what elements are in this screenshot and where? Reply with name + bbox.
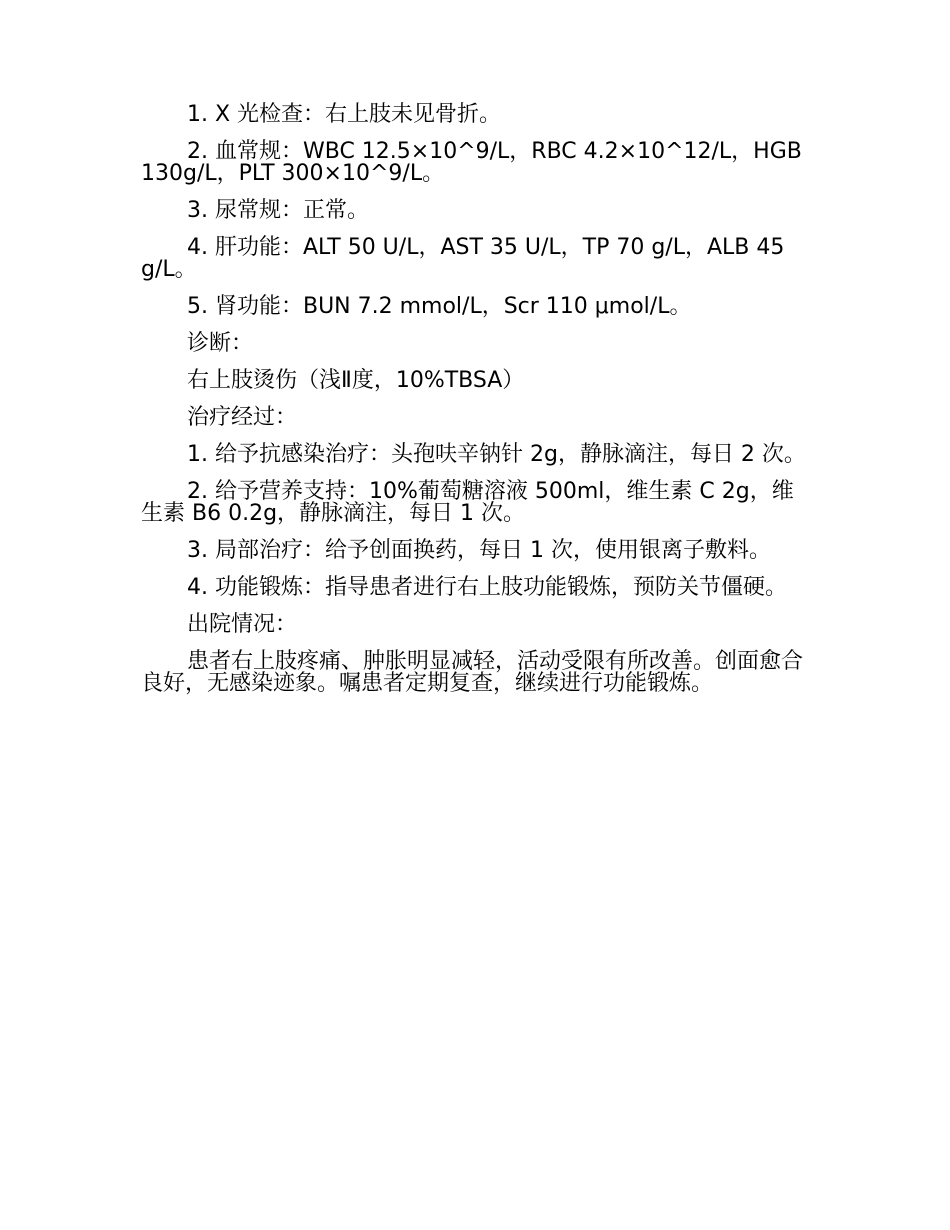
- exam-kidney-function-paragraph: 5. 肾功能：BUN 7.2 mmol/L，Scr 110 μmol/L。: [187, 294, 692, 319]
- discharge-text: 患者右上肢疼痛、肿胀明显减轻，活动受限有所改善。创面愈合良好，无感染迹象。嘱患者定期复查，继续进行功能锻炼。: [141, 649, 804, 696]
- diagnosis-text: 右上肢烫伤（浅Ⅱ度，10%TBSA）: [187, 368, 525, 393]
- diagnosis-heading: 诊断：: [187, 331, 254, 356]
- treatment-antiinfection-paragraph: 1. 给予抗感染治疗：头孢呋辛钠针 2g，静脉滴注，每日 2 次。: [187, 442, 806, 467]
- document-page: [141, 104, 811, 710]
- exam-urine-routine-paragraph: 3. 尿常规：正常。: [187, 198, 369, 223]
- discharge-heading: 出院情况：: [187, 612, 298, 637]
- exam-xray-paragraph: 1. X 光检查：右上肢未见骨折。: [187, 102, 502, 127]
- treatment-heading: 治疗经过：: [187, 405, 298, 430]
- treatment-nutrition-paragraph: 2. 给予营养支持：10%葡萄糖溶液 500ml，维生素 C 2g，维生素 B6 0.2g，静脉滴注，每日 1 次。: [141, 479, 794, 526]
- treatment-local-paragraph: 3. 局部治疗：给予创面换药，每日 1 次，使用银离子敷料。: [187, 538, 771, 563]
- treatment-exercise-paragraph: 4. 功能锻炼：指导患者进行右上肢功能锻炼，预防关节僵硬。: [187, 575, 787, 600]
- exam-liver-function-paragraph: 4. 肝功能：ALT 50 U/L，AST 35 U/L，TP 70 g/L，ALB 45 g/L。: [141, 235, 785, 282]
- exam-blood-routine-paragraph: 2. 血常规：WBC 12.5×10^9/L，RBC 4.2×10^12/L，HGB 130g/L，PLT 300×10^9/L。: [141, 139, 802, 186]
